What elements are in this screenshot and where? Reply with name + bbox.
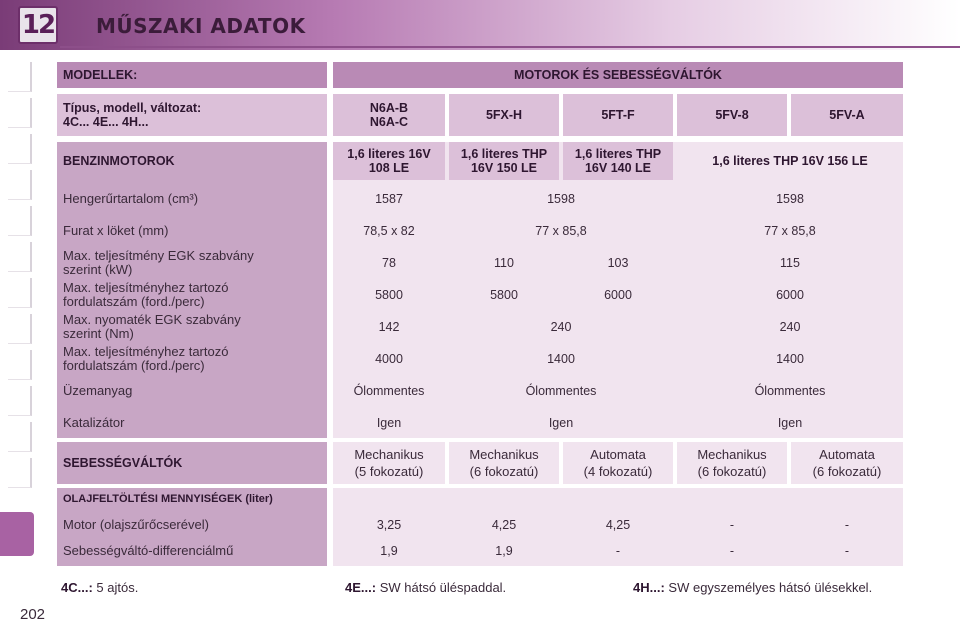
row-value: 4000: [375, 352, 403, 366]
chapter-tab[interactable]: [8, 206, 32, 236]
row-value: 6000: [776, 288, 804, 302]
footnote: 4H...: SW egyszemélyes hátsó ülésekkel.: [633, 580, 873, 595]
page-number: 202: [20, 606, 46, 623]
gearbox-label: SEBESSÉGVÁLTÓK: [57, 442, 327, 484]
row-value: 1400: [547, 352, 575, 366]
chapter-tab[interactable]: [8, 134, 32, 164]
gearbox-cell: Mechanikus (6 fokozatú): [449, 442, 559, 484]
row-value: Ólommentes: [353, 384, 425, 398]
row-value: 240: [550, 320, 572, 334]
row-label: Max. teljesítményhez tartozó fordulatszám (ford./perc): [63, 344, 229, 373]
row-value: -: [844, 544, 850, 558]
row-value: 77 x 85,8: [764, 224, 816, 238]
gearbox-cell: Mechanikus (6 fokozatú): [677, 442, 787, 484]
row-value: -: [729, 518, 735, 532]
row-value: 78,5 x 82: [363, 224, 415, 238]
row-value: 5800: [375, 288, 403, 302]
chapter-tab[interactable]: [8, 242, 32, 272]
row-value: Ólommentes: [754, 384, 826, 398]
chapter-tab-active[interactable]: [0, 512, 34, 556]
row-value: Ólommentes: [525, 384, 597, 398]
row-label: Hengerűrtartalom (cm³): [63, 191, 199, 206]
row-value: 1598: [776, 192, 804, 206]
row-label: Furat x löket (mm): [63, 223, 169, 238]
row-value: 240: [779, 320, 801, 334]
row-value: 6000: [604, 288, 632, 302]
gearbox-cell: Mechanikus (5 fokozatú): [333, 442, 445, 484]
row-label: Max. teljesítményhez tartozó fordulatszám (ford./perc): [63, 280, 229, 309]
row-value: 1,9: [495, 544, 513, 558]
page-title: MŰSZAKI ADATOK: [96, 14, 306, 38]
row-value: 1598: [547, 192, 575, 206]
row-value: 1400: [776, 352, 804, 366]
table-header-row: [57, 62, 903, 88]
row-value: -: [615, 544, 621, 558]
type-cell: 5FX-H: [449, 94, 559, 136]
chapter-tab[interactable]: [8, 278, 32, 308]
type-row: [57, 94, 903, 136]
row-value: 1,9: [380, 544, 398, 558]
gearbox-cell: Automata (6 fokozatú): [791, 442, 903, 484]
col-models-header: MODELLEK:: [57, 62, 327, 88]
row-value: 5800: [490, 288, 518, 302]
type-cell: 5FT-F: [563, 94, 673, 136]
row-value: 3,25: [376, 518, 402, 532]
type-cell: 5FV-8: [677, 94, 787, 136]
chapter-tab[interactable]: [8, 98, 32, 128]
row-value: 1587: [375, 192, 403, 206]
chapter-tab[interactable]: [8, 386, 32, 416]
row-value: -: [729, 544, 735, 558]
type-label: Típus, modell, változat: 4C... 4E... 4H...: [57, 94, 327, 136]
chapter-tab-rail: [0, 62, 36, 582]
oil-capacity-label: OLAJFELTÖLTÉSI MENNYISÉGEK (liter): [63, 493, 273, 505]
footnote: 4E...: SW hátsó üléspaddal.: [345, 580, 507, 595]
chapter-tab[interactable]: [8, 458, 32, 488]
type-cell: N6A-B N6A-C: [333, 94, 445, 136]
row-label: Üzemanyag: [63, 383, 133, 398]
engine-header: 1,6 literes 16V 108 LE: [333, 142, 445, 180]
row-label: Sebességváltó-differenciálmű: [63, 543, 234, 558]
row-value: -: [844, 518, 850, 532]
row-value: 77 x 85,8: [535, 224, 587, 238]
row-value: 4,25: [605, 518, 631, 532]
chapter-tab[interactable]: [8, 314, 32, 344]
row-value: Igen: [548, 416, 574, 430]
row-label: Max. teljesítmény EGK szabvány szerint (kW): [63, 248, 254, 277]
chapter-badge: 12: [18, 6, 58, 44]
gearbox-cell: Automata (4 fokozatú): [563, 442, 673, 484]
chapter-tab[interactable]: [8, 350, 32, 380]
type-cell: 5FV-A: [791, 94, 903, 136]
petrol-engines-label: BENZINMOTOROK: [63, 154, 175, 168]
header-divider: [60, 46, 960, 48]
row-value: 115: [780, 256, 800, 270]
row-value: 103: [607, 256, 629, 270]
col-engines-header: MOTOROK ÉS SEBESSÉGVÁLTÓK: [333, 62, 903, 88]
row-value: Igen: [777, 416, 803, 430]
row-value: 78: [382, 256, 396, 270]
chapter-tab[interactable]: [8, 170, 32, 200]
row-value: Igen: [376, 416, 402, 430]
chapter-tab[interactable]: [8, 422, 32, 452]
row-label: Max. nyomaték EGK szabvány szerint (Nm): [63, 312, 241, 341]
row-value: 142: [378, 320, 400, 334]
row-value: 110: [494, 256, 514, 270]
engine-header: 1,6 literes THP 16V 156 LE: [677, 142, 903, 180]
footnote: 4C...: 5 ajtós.: [61, 580, 139, 595]
row-value: 4,25: [491, 518, 517, 532]
footnotes: [57, 580, 903, 596]
engine-header: 1,6 literes THP 16V 150 LE: [449, 142, 559, 180]
chapter-tab[interactable]: [8, 62, 32, 92]
row-label: Katalizátor: [63, 415, 125, 430]
row-label: Motor (olajszűrőcserével): [63, 517, 209, 532]
engine-header: 1,6 literes THP 16V 140 LE: [563, 142, 673, 180]
